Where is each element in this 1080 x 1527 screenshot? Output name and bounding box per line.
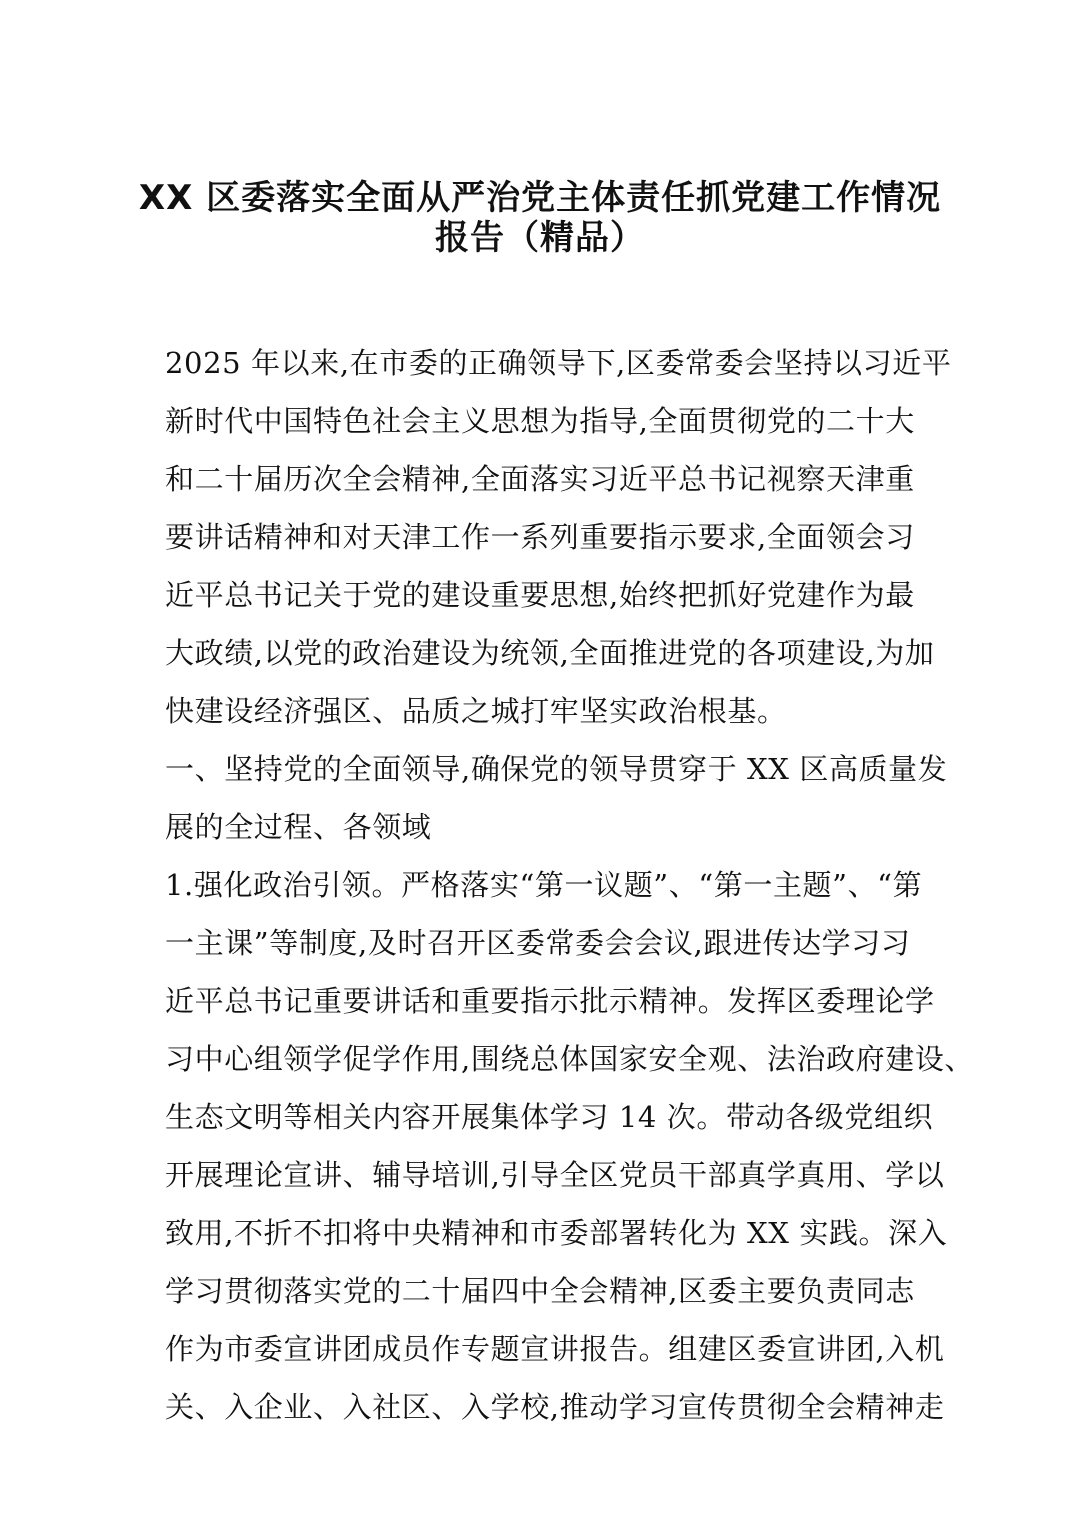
body-line: 关、入企业、入社区、入学校,推动学习宣传贯彻全会精神走 — [165, 1390, 945, 1424]
document-title-line-2: 报告（精品） — [435, 218, 645, 258]
body-line: 一主课”等制度,及时召开区委常委会会议,跟进传达学习习 — [165, 926, 911, 960]
body-line: 新时代中国特色社会主义思想为指导,全面贯彻党的二十大 — [165, 404, 915, 438]
body-line: 学习贯彻落实党的二十届四中全会精神,区委主要负责同志 — [165, 1274, 915, 1308]
document-title-line-1: XX 区委落实全面从严治党主体责任抓党建工作情况 — [138, 178, 942, 218]
body-line: 近平总书记关于党的建设重要思想,始终把抓好党建作为最 — [165, 578, 915, 612]
section-heading-line: 展的全过程、各领域 — [165, 810, 432, 844]
body-line: 和二十届历次全会精神,全面落实习近平总书记视察天津重 — [165, 462, 915, 496]
body-line: 2025 年以来,在市委的正确领导下,区委常委会坚持以习近平 — [165, 346, 952, 380]
section-heading-line: 一、坚持党的全面领导,确保党的领导贯穿于 XX 区高质量发 — [165, 752, 948, 786]
document-body — [165, 334, 975, 1436]
body-line: 生态文明等相关内容开展集体学习 14 次。带动各级党组织 — [165, 1100, 934, 1134]
body-line: 近平总书记重要讲话和重要指示批示精神。发挥区委理论学 — [165, 984, 935, 1018]
body-line: 快建设经济强区、品质之城打牢坚实政治根基。 — [165, 694, 787, 728]
body-line: 1.强化政治引领。严格落实“第一议题”、“第一主题”、“第 — [165, 868, 923, 902]
body-line: 习中心组领学促学作用,围绕总体国家安全观、法治政府建设、 — [165, 1042, 975, 1076]
body-line: 作为市委宣讲团成员作专题宣讲报告。组建区委宣讲团,入机 — [165, 1332, 945, 1366]
body-line: 开展理论宣讲、辅导培训,引导全区党员干部真学真用、学以 — [165, 1158, 945, 1192]
body-line: 要讲话精神和对天津工作一系列重要指示要求,全面领会习 — [165, 520, 915, 554]
body-line: 致用,不折不扣将中央精神和市委部署转化为 XX 实践。深入 — [165, 1216, 948, 1250]
body-line: 大政绩,以党的政治建设为统领,全面推进党的各项建设,为加 — [165, 636, 935, 670]
